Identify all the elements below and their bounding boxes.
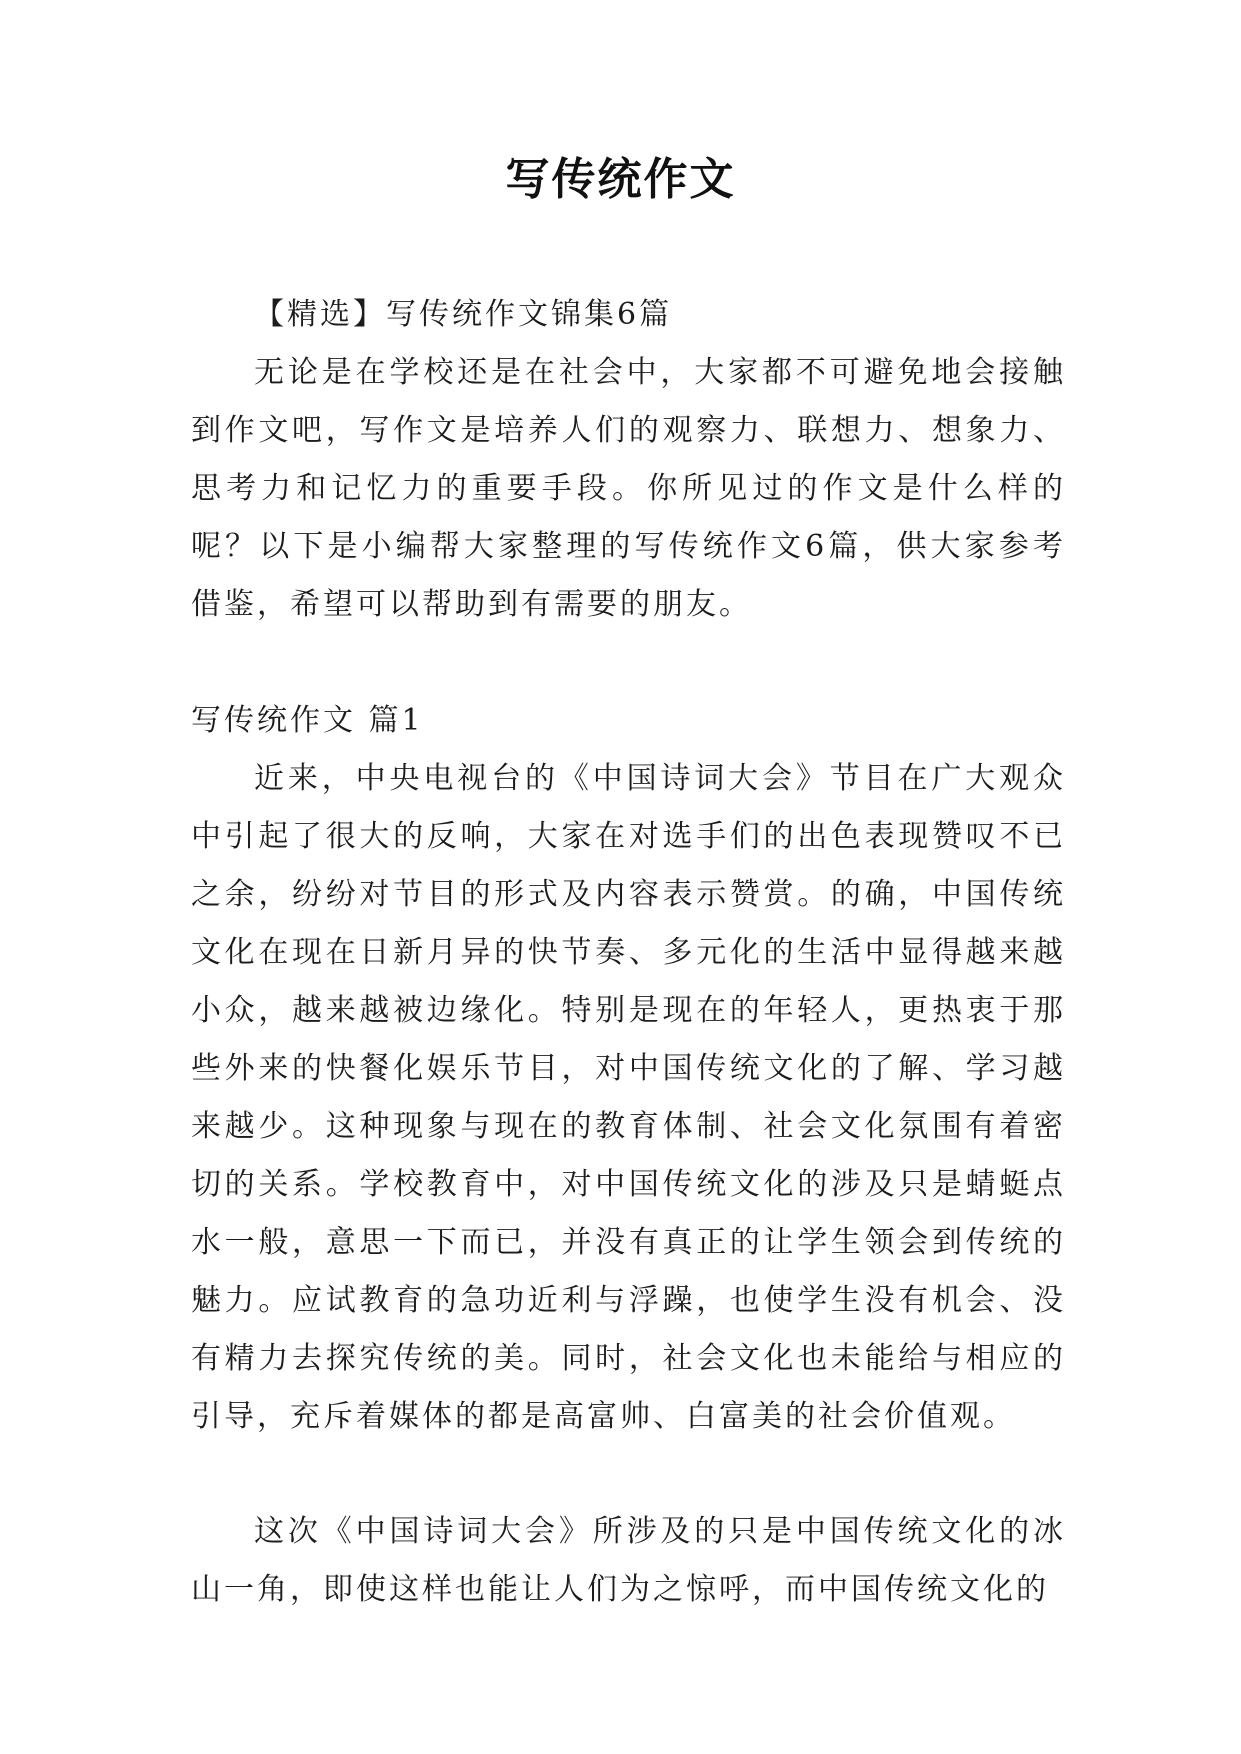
article-paragraph-1: 近来，中央电视台的《中国诗词大会》节目在广大观众中引起了很大的反响，大家在对选手们的出色表现赞叹不已之余，纷纷对节目的形式及内容表示赞赏。的确，中国传统文化在现在日新月异的快节奏、多元化的生活中显得越来越小众，越来越被边缘化。特别是现在的年轻人，更热衷于那些外来的快餐化娱乐节目，对中国传统文化的了解、学习越来越少。这种现象与现在的教育体制、社会文化氛围有着密切的关系。学校教育中，对中国传统文化的涉及只是蜻蜓点水一般，意思一下而已，并没有真正的让学生领会到传统的魅力。应试教育的急功近利与浮躁，也使学生没有机会、没有精力去探究传统的美。同时，社会文化也未能给与相应的引导，充斥着媒体的都是高富帅、白富美的社会价值观。 bbox=[191, 761, 1066, 1434]
document-title: 写传统作文 bbox=[505, 154, 736, 205]
intro-paragraph: 无论是在学校还是在社会中，大家都不可避免地会接触到作文吧，写作文是培养人们的观察力、联想力、想象力、思考力和记忆力的重要手段。你所见过的作文是什么样的呢？以下是小编帮大家整理的写传统作文6篇，供大家参考借鉴，希望可以帮助到有需要的朋友。 bbox=[191, 355, 1066, 622]
document-subtitle: 【精选】写传统作文锦集6篇 bbox=[254, 297, 673, 332]
section-heading: 写传统作文 篇1 bbox=[191, 703, 424, 738]
article-paragraph-2: 这次《中国诗词大会》所涉及的只是中国传统文化的冰山一角，即使这样也能让人们为之惊呼，而中国传统文化的 bbox=[191, 1514, 1066, 1607]
